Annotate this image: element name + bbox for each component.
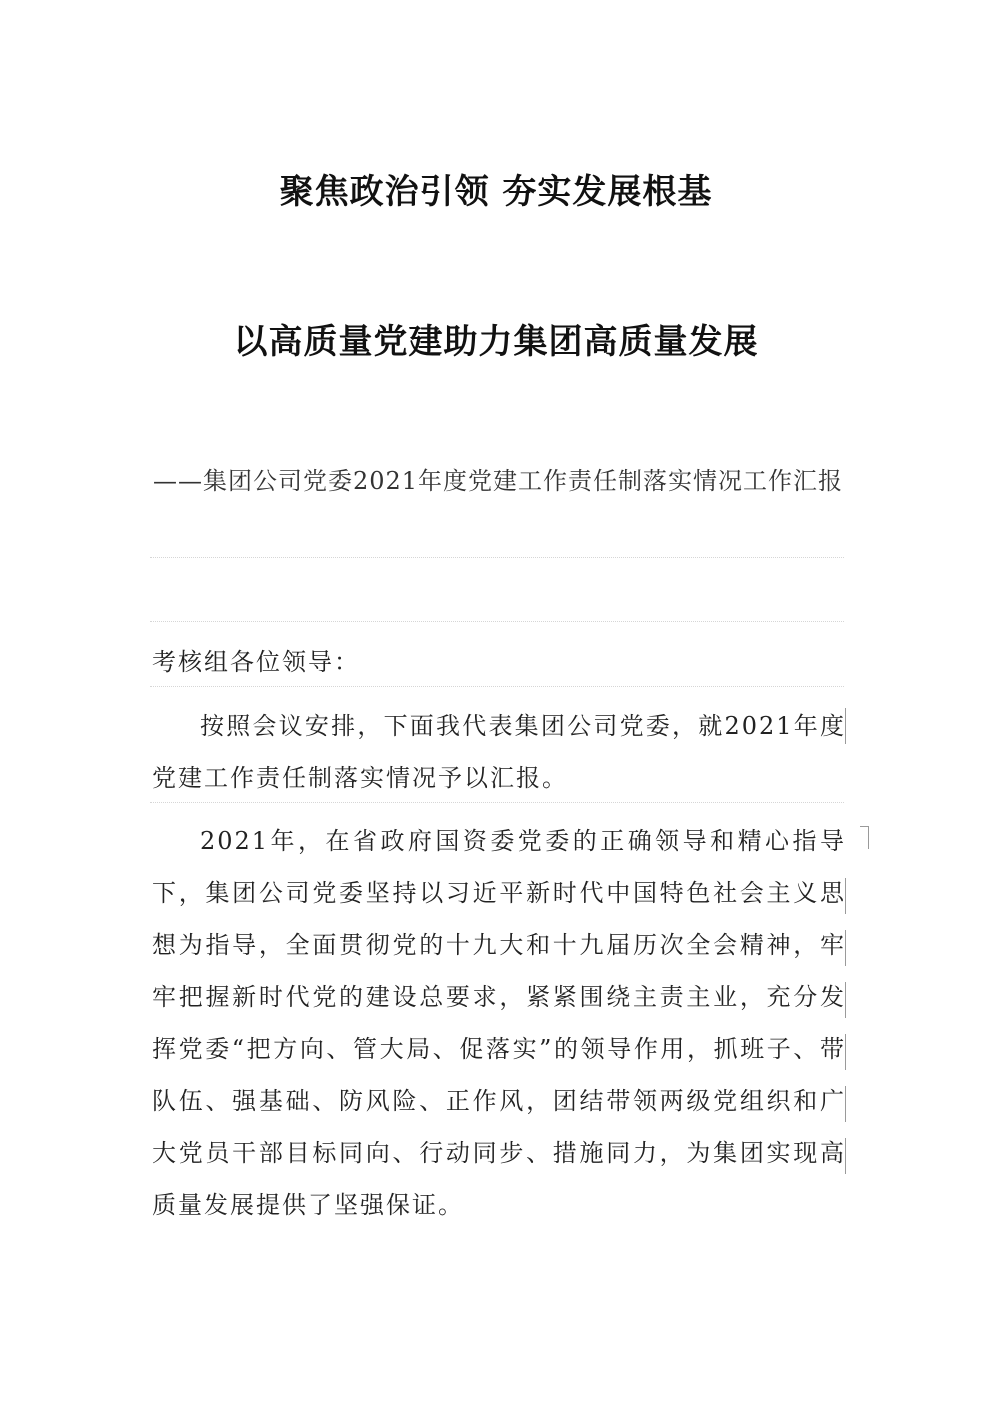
layout-guide <box>860 826 869 849</box>
document-title-line1: 聚焦政治引领 夯实发展根基 <box>279 172 713 212</box>
layout-guide <box>150 686 844 687</box>
layout-guide <box>845 1086 846 1122</box>
layout-guide <box>150 621 844 622</box>
layout-guide <box>845 982 846 1018</box>
document-subtitle: ——集团公司党委2021年度党建工作责任制落实情况工作汇报 <box>152 467 844 495</box>
salutation: 考核组各位领导： <box>152 648 360 676</box>
paragraph-summary: 2021年，在省政府国资委党委的正确领导和精心指导下，集团公司党委坚持以习近平新时代中国特色社会主义思想为指导，全面贯彻党的十九大和十九届历次全会精神，牢牢把握新时代党的建设总要求，紧紧围绕主责主业，充分发挥党委“把方向、管大局、促落实”的领导作用，抓班子、带队伍、强基础、防风险、正作风，团结带领两级党组织和广大党员干部目标同向、行动同步、措施同力，为集团实现高质量发展提供了坚强保证。 <box>152 827 846 1219</box>
layout-guide <box>150 557 844 558</box>
layout-guide <box>845 1138 846 1174</box>
layout-guide <box>845 708 846 744</box>
paragraph-intro: 按照会议安排，下面我代表集团公司党委，就2021年度党建工作责任制落实情况予以汇报。 <box>152 712 846 792</box>
layout-guide <box>150 802 844 803</box>
document-title-line2: 以高质量党建助力集团高质量发展 <box>233 322 759 362</box>
layout-guide <box>845 878 846 914</box>
layout-guide <box>845 1034 846 1070</box>
layout-guide <box>845 930 846 966</box>
